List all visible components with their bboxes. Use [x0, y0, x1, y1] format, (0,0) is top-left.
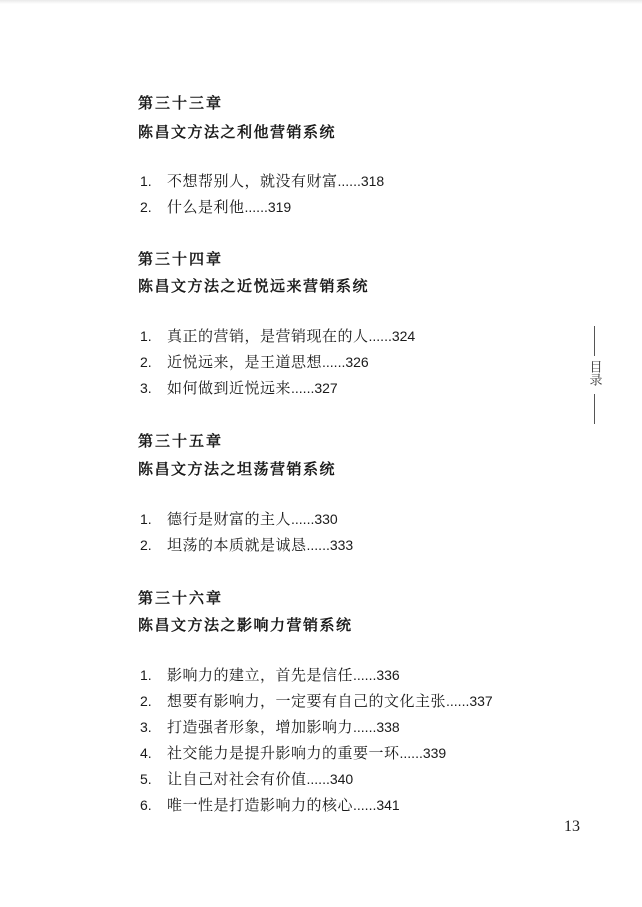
entry-page: ......336: [353, 667, 400, 683]
entry-number: 2.: [140, 537, 152, 553]
entry-number: 1.: [140, 511, 152, 527]
toc-entry[interactable]: [140, 769, 353, 789]
entry-title: 坦荡的本质就是诚恳: [167, 536, 307, 554]
entry-title: 社交能力是提升影响力的重要一环: [167, 744, 400, 762]
toc-entry[interactable]: [140, 717, 400, 737]
chapter-34-label: 第三十四章: [138, 250, 224, 268]
chapter-36-label: 第三十六章: [138, 589, 224, 607]
chapter-35-title: 陈昌文方法之坦荡营销系统: [138, 460, 337, 478]
side-tab-label: 目录: [586, 360, 602, 386]
entry-page: ......341: [353, 797, 400, 813]
toc-entry[interactable]: [140, 795, 400, 815]
toc-entry[interactable]: [140, 665, 400, 685]
toc-entry[interactable]: [140, 691, 493, 711]
entry-page: ......318: [337, 173, 385, 189]
entry-title: 近悦远来，是王道思想: [167, 353, 323, 371]
entry-title: 想要有影响力，一定要有自己的文化主张: [167, 692, 447, 710]
toc-entry[interactable]: [140, 197, 291, 217]
side-tab-line-bottom: [594, 394, 595, 424]
page-number: 13: [564, 818, 580, 835]
chapter-34-title: 陈昌文方法之近悦远来营销系统: [138, 277, 370, 295]
entry-page: ......327: [291, 380, 338, 396]
toc-entry[interactable]: [140, 378, 338, 398]
chapter-36-title: 陈昌文方法之影响力营销系统: [138, 616, 353, 634]
section-side-tab: [584, 326, 604, 424]
entry-title: 让自己对社会有价值: [167, 770, 307, 788]
entry-title: 打造强者形象，增加影响力: [167, 718, 354, 736]
side-tab-line-top: [594, 326, 595, 356]
entry-number: 2.: [140, 693, 152, 709]
entry-number: 5.: [140, 771, 152, 787]
entry-page: ......337: [446, 693, 493, 709]
entry-number: 2.: [140, 354, 152, 370]
toc-entry[interactable]: [140, 171, 384, 191]
entry-page: ......338: [353, 719, 400, 735]
page-top-edge: [0, 0, 642, 4]
entry-page: ......340: [306, 771, 354, 787]
chapter-33-label: 第三十三章: [138, 94, 224, 112]
entry-title: 如何做到近悦远来: [167, 379, 292, 397]
toc-entry[interactable]: [140, 743, 446, 763]
entry-number: 4.: [140, 745, 152, 761]
entry-title: 影响力的建立，首先是信任: [167, 666, 354, 684]
entry-page: ......333: [306, 537, 354, 553]
entry-page: ......324: [368, 328, 416, 344]
entry-title: 真正的营销，是营销现在的人: [167, 327, 369, 345]
entry-number: 3.: [140, 719, 152, 735]
entry-number: 6.: [140, 797, 152, 813]
entry-title: 德行是财富的主人: [167, 510, 292, 528]
entry-page: ......319: [244, 199, 292, 215]
entry-title: 不想帮别人，就没有财富: [167, 172, 338, 190]
toc-entry[interactable]: [140, 326, 415, 346]
entry-page: ......339: [399, 745, 447, 761]
entry-number: 2.: [140, 199, 152, 215]
entry-page: ......326: [322, 354, 369, 370]
entry-number: 1.: [140, 173, 152, 189]
entry-title: 什么是利他: [167, 198, 245, 216]
entry-number: 3.: [140, 380, 152, 396]
toc-entry[interactable]: [140, 509, 338, 529]
chapter-33-title: 陈昌文方法之利他营销系统: [138, 123, 337, 141]
entry-number: 1.: [140, 328, 152, 344]
entry-number: 1.: [140, 667, 152, 683]
chapter-35-label: 第三十五章: [138, 432, 224, 450]
entry-page: ......330: [291, 511, 338, 527]
entry-title: 唯一性是打造影响力的核心: [167, 796, 354, 814]
toc-entry[interactable]: [140, 352, 369, 372]
toc-entry[interactable]: [140, 535, 353, 555]
